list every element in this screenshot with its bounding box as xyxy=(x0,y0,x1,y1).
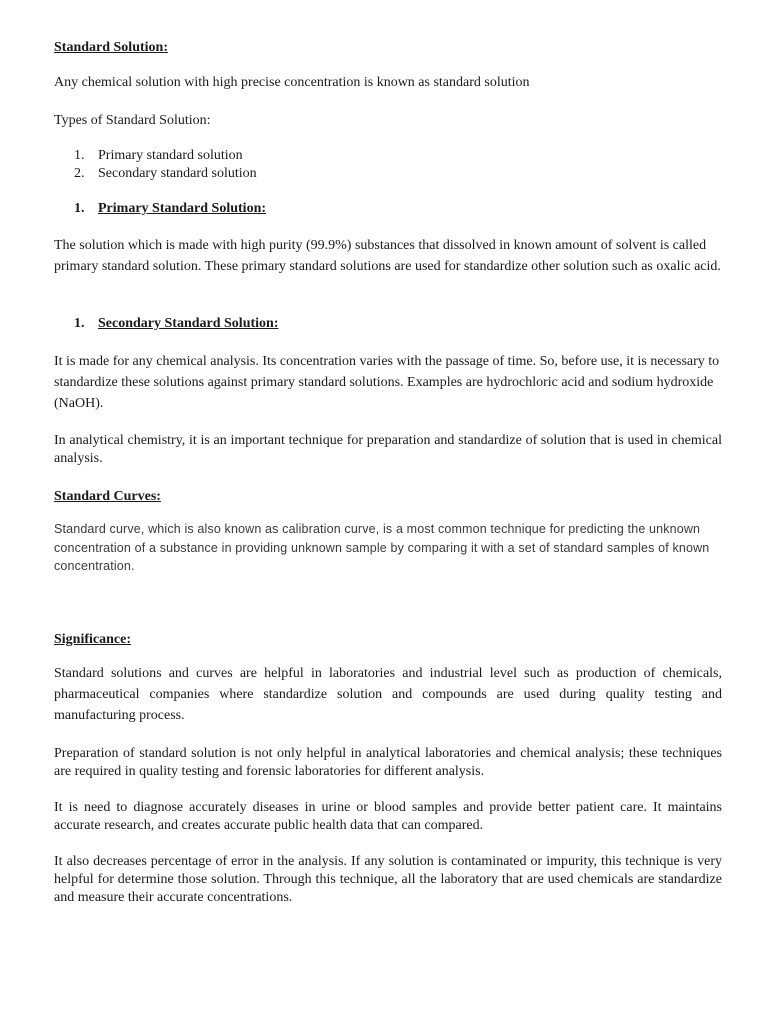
definition-paragraph: Any chemical solution with high precise concentration is known as standard solution xyxy=(54,75,530,90)
analytical-note: In analytical chemistry, it is an important technique for preparation and standardize of solution that is used in chemical analysis. xyxy=(54,433,722,466)
curves-body: Standard curve, which is also known as calibration curve, is a most common technique for predicting the unknown concentration of a substance in providing unknown sample by comparing it with a set of standard samples of known concentration. xyxy=(54,522,710,573)
significance-paragraph: It also decreases percentage of error in the analysis. If any solution is contaminated or impurity, this technique is very helpful for determine those solution. Through this technique, all the laboratory that are used chemicals are standardize and measure their accurate concentrations. xyxy=(54,854,722,905)
curves-heading: Standard Curves: xyxy=(54,489,161,504)
secondary-heading: 1. Secondary Standard Solution: xyxy=(74,316,279,331)
list-item: 2. Secondary standard solution xyxy=(74,166,257,181)
list-item: 1. Primary standard solution xyxy=(74,148,243,163)
significance-heading: Significance: xyxy=(54,632,131,647)
primary-body: The solution which is made with high purity (99.9%) substances that dissolved in known amount of solvent is called primary standard solution. These primary standard solutions are used for standardize other solution such as oxalic acid. xyxy=(54,238,721,274)
significance-paragraph: Standard solutions and curves are helpful in laboratories and industrial level such as production of chemicals, pharmaceutical companies where standardize solution and compounds are used during quality testing and manufacturing process. xyxy=(54,666,722,723)
types-list xyxy=(54,147,722,183)
types-intro: Types of Standard Solution: xyxy=(54,113,211,128)
significance-paragraph: It is need to diagnose accurately diseases in urine or blood samples and provide better patient care. It maintains accurate research, and creates accurate public health data that can compared. xyxy=(54,800,722,833)
standard-solution-heading: Standard Solution: xyxy=(54,40,168,55)
primary-heading: 1. Primary Standard Solution: xyxy=(74,201,267,216)
significance-paragraph: Preparation of standard solution is not only helpful in analytical laboratories and chemical analysis; these techniques are required in quality testing and forensic laboratories for different analysis. xyxy=(54,746,722,779)
secondary-body: It is made for any chemical analysis. Its concentration varies with the passage of time. So, before use, it is necessary to standardize these solutions against primary standard solutions. Examples are hydrochloric acid and sodium hydroxide (NaOH). xyxy=(54,354,720,411)
